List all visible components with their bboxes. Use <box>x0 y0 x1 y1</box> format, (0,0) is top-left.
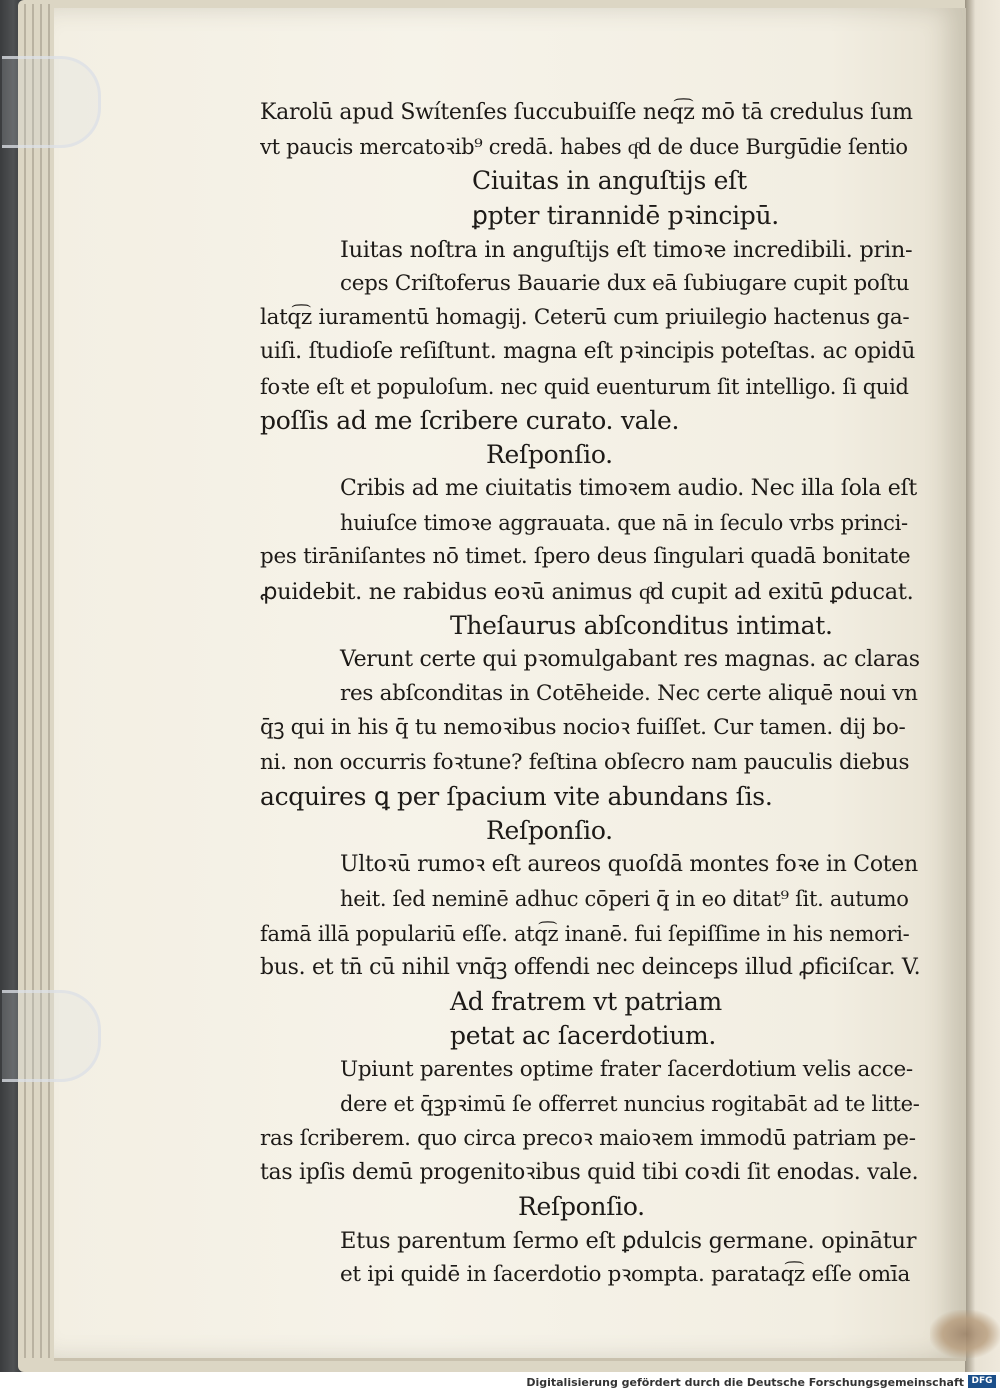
page-clip-bottom <box>2 990 101 1082</box>
text-line: Etus parentum ſermo eſt ꝑdulcis germane. opinātur <box>340 1228 917 1255</box>
text-line: bus. et tn̄ cū nihil vnq̄ꝫ offendi nec deinceps illud ꝓficiſcar. V. <box>260 954 920 980</box>
text-line: famā illā populariū eſſe. atq͡z inanē. fui ſepiſſime in his nemori- <box>260 921 910 946</box>
text-line: Reſponſio. <box>486 439 613 469</box>
text-line: Ad fratrem vt patriam <box>450 986 722 1016</box>
text-line: Ultoꝛū rumoꝛ eſt aureos quoſdā montes foꝛe in Coten <box>340 852 918 878</box>
text-line: res abſconditas in Cotēheide. Nec certe aliquē noui vn <box>340 681 918 707</box>
text-line: pes tirāniſantes nō timet. ſpero deus ſingulari quadā bonitate <box>260 544 911 570</box>
text-line: Upiunt parentes optime frater ſacerdotium velis acce- <box>340 1057 913 1083</box>
text-line: Iuitas noſtra in anguſtijs eſt timoꝛe incredibili. prin- <box>340 236 913 263</box>
text-line: vt paucis mercatoꝛib⁹ credā. habes qͦd de duce Burgūdie ſentio <box>260 135 908 160</box>
text-line: ꝓuidebit. ne rabidus eoꝛū animus qͦd cupit ad exitū ꝑducat. <box>260 578 914 605</box>
text-line: latq͡z iuramentū homagij. Ceterū cum priuilegio hactenus ga- <box>260 305 910 331</box>
page-edge-line <box>32 4 34 1358</box>
text-line: poſſis ad me ſcribere curato. vale. <box>260 405 680 435</box>
digitization-footer <box>0 1372 1000 1392</box>
text-line: ceps Criſtoferus Bauarie dux eā ſubiugare cupit poſtu <box>340 270 910 296</box>
paper-stain <box>930 1310 1000 1358</box>
printed-text-block <box>260 96 920 1293</box>
facing-page-edge <box>965 0 1000 1372</box>
page-edge-line <box>40 4 42 1358</box>
text-line: Cribis ad me ciuitatis timoꝛem audio. Nec illa ſola eſt <box>340 476 917 502</box>
dfg-logo: DFG <box>968 1375 996 1388</box>
text-line: et ipi quidē in ſacerdotio pꝛompta. parataq͡z eſſe omīa <box>340 1262 910 1288</box>
text-line: huiuſce timoꝛe aggrauata. que nā in ſeculo vrbs princi- <box>340 511 908 536</box>
text-line: petat ac ſacerdotium. <box>450 1021 717 1051</box>
text-line: Theſaurus abſconditus intimat. <box>450 610 833 640</box>
text-line: ꝑpter tirannidē pꝛincipū. <box>472 200 779 230</box>
page-clip-top <box>2 56 101 148</box>
text-line: foꝛte eſt et populoſum. nec quid euenturum ſit intelligo. ſi quid <box>260 374 909 399</box>
page-edge-line <box>24 4 26 1358</box>
text-line: heit. ſed neminē adhuc cōperi q̄ in eo ditat⁹ ſit. autumo <box>340 887 909 912</box>
text-line: acquires ꝗ per ſpacium vite abundans ſis. <box>260 781 773 811</box>
funding-credit: Digitalisierung gefördert durch die Deutsche Forschungsgemeinschaft <box>526 1376 964 1389</box>
text-line: dere et q̄ꝫpꝛimū ſe offerret nuncius rogitabāt ad te litte- <box>340 1092 920 1117</box>
text-line: Verunt certe qui pꝛomulgabant res magnas. ac claras <box>340 647 920 672</box>
text-line: Karolū apud Swítenſes ſuccubuiſſe neq͡z mō tā credulus ſum <box>260 100 913 125</box>
text-line: Ciuitas in anguſtijs eſt <box>472 166 747 196</box>
text-line: Reſponſio. <box>486 815 613 845</box>
text-line: q̄ꝫ qui in his q̄ tu nemoꝛibus nocioꝛ fuiſſet. Cur tamen. dij bo- <box>260 715 906 741</box>
text-line: uiſi. ſtudioſe reſiſtunt. magna eſt pꝛincipis poteſtas. ac opidū <box>260 339 916 365</box>
text-line: ras ſcriberem. quo circa precoꝛ maioꝛem immodū patriam pe- <box>260 1125 916 1151</box>
page-edge-line <box>48 4 50 1358</box>
text-line: ni. non occurris foꝛtune? feſtina obſecro nam pauculis diebus <box>260 749 910 775</box>
text-line: tas ipſis demū progenitoꝛibus quid tibi coꝛdi ſit enodas. vale. <box>260 1159 919 1185</box>
text-line: Reſponſio. <box>518 1192 645 1221</box>
